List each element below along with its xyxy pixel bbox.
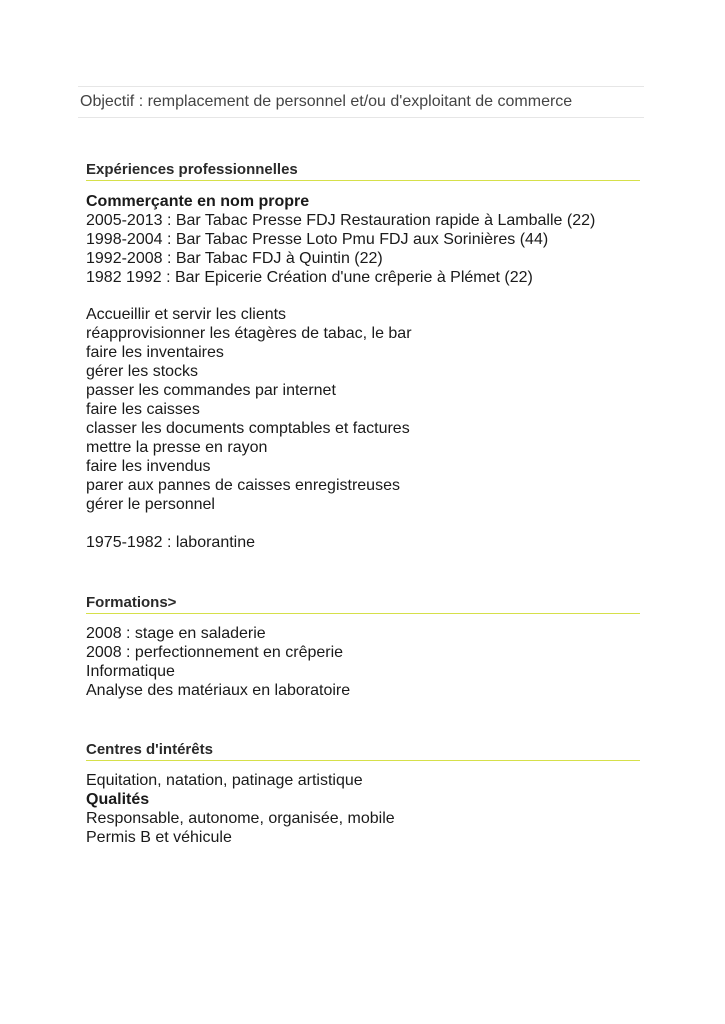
task-item: classer les documents comptables et factures xyxy=(86,420,410,437)
task-item: réapprovisionner les étagères de tabac, le bar xyxy=(86,325,412,342)
formations-heading: Formations> xyxy=(86,594,640,614)
role-title: Commerçante en nom propre xyxy=(86,193,310,210)
formation-item: Analyse des matériaux en laboratoire xyxy=(86,682,351,699)
other-experience-item: 1975-1982 : laborantine xyxy=(86,534,256,551)
task-item: Accueillir et servir les clients xyxy=(86,306,287,323)
task-item: mettre la presse en rayon xyxy=(86,439,268,456)
objective-text: Objectif : remplacement de personnel et/ou d'exploitant de commerce xyxy=(80,93,573,110)
formations-section xyxy=(86,594,640,614)
task-item: faire les inventaires xyxy=(86,344,224,361)
task-item: faire les caisses xyxy=(86,401,200,418)
interests-section xyxy=(86,741,640,761)
task-item: parer aux pannes de caisses enregistreuses xyxy=(86,477,400,494)
position-item: 1998-2004 : Bar Tabac Presse Loto Pmu FDJ aux Sorinières (44) xyxy=(86,231,549,248)
position-item: 2005-2013 : Bar Tabac Presse FDJ Restauration rapide à Lamballe (22) xyxy=(86,212,596,229)
other-experience xyxy=(86,533,640,552)
task-item: passer les commandes par internet xyxy=(86,382,336,399)
position-item: 1982 1992 : Bar Epicerie Création d'une crêperie à Plémet (22) xyxy=(86,269,533,286)
qualities-heading: Qualités xyxy=(86,791,150,808)
task-item: gérer le personnel xyxy=(86,496,215,513)
tasks-list xyxy=(86,305,640,514)
interests-heading: Centres d'intérêts xyxy=(86,741,640,761)
formation-item: Informatique xyxy=(86,663,175,680)
experiences-section xyxy=(86,161,640,181)
qualities-text: Responsable, autonome, organisée, mobile xyxy=(86,810,395,827)
task-item: gérer les stocks xyxy=(86,363,199,380)
objective-box xyxy=(78,86,644,118)
formation-item: 2008 : perfectionnement en crêperie xyxy=(86,644,344,661)
position-item: 1992-2008 : Bar Tabac FDJ à Quintin (22) xyxy=(86,250,383,267)
license-text: Permis B et véhicule xyxy=(86,829,232,846)
formations-list xyxy=(86,624,640,700)
interests-content xyxy=(86,771,640,847)
experiences-heading: Expériences professionnelles xyxy=(86,161,640,181)
activities-text: Equitation, natation, patinage artistique xyxy=(86,772,363,789)
formation-item: 2008 : stage en saladerie xyxy=(86,625,266,642)
experiences-content xyxy=(86,192,640,287)
task-item: faire les invendus xyxy=(86,458,211,475)
